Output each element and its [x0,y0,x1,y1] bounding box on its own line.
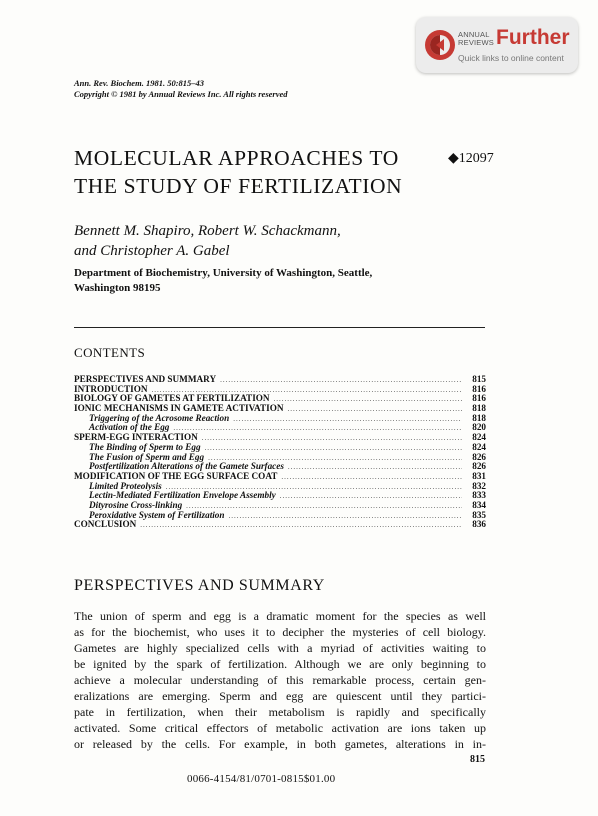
page-number: 815 [470,754,485,765]
toc-entry-title: The Binding of Sperm to Egg [89,441,201,452]
toc-leader-dots [281,473,462,483]
toc-leader-dots [280,492,462,502]
toc-entry-page: 824 [472,441,486,452]
toc-leader-dots [173,424,462,434]
toc-entry-page: 816 [472,393,486,404]
journal-header [74,78,288,100]
footer-code: 0066-4154/81/0701-0815$01.00 [187,773,336,785]
body-line: Gametes are highly specialized cells with a myriad of activities waiting to [74,641,486,655]
toc-entry-title: PERSPECTIVES AND SUMMARY [74,374,217,384]
toc-entry-title: Limited Proteolysis [89,480,162,491]
toc-entry-title: MODIFICATION OF THE EGG SURFACE COAT [74,470,278,481]
toc-entry-title: Activation of the Egg [89,422,170,433]
toc-entry-title: Postfertilization Alterations of the Gamete Surfaces [89,461,284,472]
toc-entry-title: SPERM-EGG INTERACTION [74,432,198,443]
document-number: ◆12097 [448,151,494,166]
toc-leader-dots [220,376,462,386]
toc-entry-title: IONIC MECHANISMS IN GAMETE ACTIVATION [74,403,284,414]
toc-entry-title: Dityrosine Cross-linking [89,499,183,510]
toc-leader-dots [205,444,462,454]
section-heading: PERSPECTIVES AND SUMMARY [74,577,325,594]
toc-entry-page: 818 [472,403,486,414]
divider [74,327,485,328]
article-title: MOLECULAR APPROACHES TO THE STUDY OF FERTILIZATION [74,146,403,198]
body-line: pate in fertilization, when their metabolism is rapidly and specifically [74,705,486,719]
toc-entry-page: 835 [472,509,486,520]
toc-entry-title: Peroxidative System of Fertilization [89,509,225,520]
copyright-line: Copyright © 1981 by Annual Reviews Inc. All rights reserved [74,89,288,99]
further-badge[interactable] [416,17,578,73]
body-line: as for the biochemist, who uses it to decipher the mysteries of cell biology. [74,625,486,639]
toc-entry-title: INTRODUCTION [74,383,148,394]
toc-leader-dots [274,395,462,405]
toc-leader-dots [202,434,462,444]
toc-entry-page: 816 [472,383,486,394]
toc-entry-page: 824 [472,432,486,443]
body-line: activated. Some critical effectors of metabolic activation are ions taken up [74,721,486,735]
toc-leader-dots [288,463,462,473]
toc-leader-dots [229,512,462,522]
toc-entry-title: CONCLUSION [74,519,137,530]
toc-entry-page: 826 [472,461,486,472]
toc-entry-title: Triggering of the Acrosome Reaction [89,412,230,423]
toc-entry-title: The Fusion of Sperm and Egg [89,451,205,462]
toc-entry-page: 832 [472,480,486,491]
journal-citation: Ann. Rev. Biochem. 1981. 50:815–43 [74,78,205,88]
annual-reviews-logo-icon [424,29,456,61]
contents-heading: CONTENTS [74,345,146,360]
toc-leader-dots [140,521,462,531]
body-paragraph [74,608,486,752]
badge-word: Further [496,26,570,49]
toc-entry-page: 820 [472,422,486,433]
toc-entry[interactable] [74,520,486,530]
toc-entry-page: 818 [472,412,486,423]
toc-leader-dots [287,405,462,415]
toc-entry-page: 833 [472,490,486,501]
toc-leader-dots [233,415,462,425]
badge-subtitle: Quick links to online content [458,53,564,63]
toc-entry-page: 836 [472,519,486,530]
affiliation: Department of Biochemistry, University of Washington, Seattle, Washington 98195 [74,267,373,294]
body-line: eralizations are emerging. Sperm and egg are quiescent until they partici- [74,689,486,703]
table-of-contents [74,375,486,530]
badge-publisher: ANNUAL REVIEWS [458,30,494,47]
toc-entry-title: Lectin-Mediated Fertilization Envelope Assembly [89,490,276,501]
toc-leader-dots [186,502,462,512]
toc-entry-page: 815 [472,374,486,384]
body-line: achieve a molecular understanding of this remarkable process, certain gen- [74,673,486,687]
toc-entry-page: 826 [472,451,486,462]
toc-entry-page: 831 [472,470,486,481]
toc-entry-title: BIOLOGY OF GAMETES AT FERTILIZATION [74,393,270,404]
toc-entry-page: 834 [472,499,486,510]
body-line: be ignited by the spark of fertilization. Although we are only beginning to [74,657,486,671]
authors: Bennett M. Shapiro, Robert W. Schackmann, and Christopher A. Gabel [74,223,341,259]
body-line: The union of sperm and egg is a dramatic moment for the species as well [74,609,486,623]
body-line: or released by the cells. For example, in both gametes, alterations in in- [74,737,486,751]
